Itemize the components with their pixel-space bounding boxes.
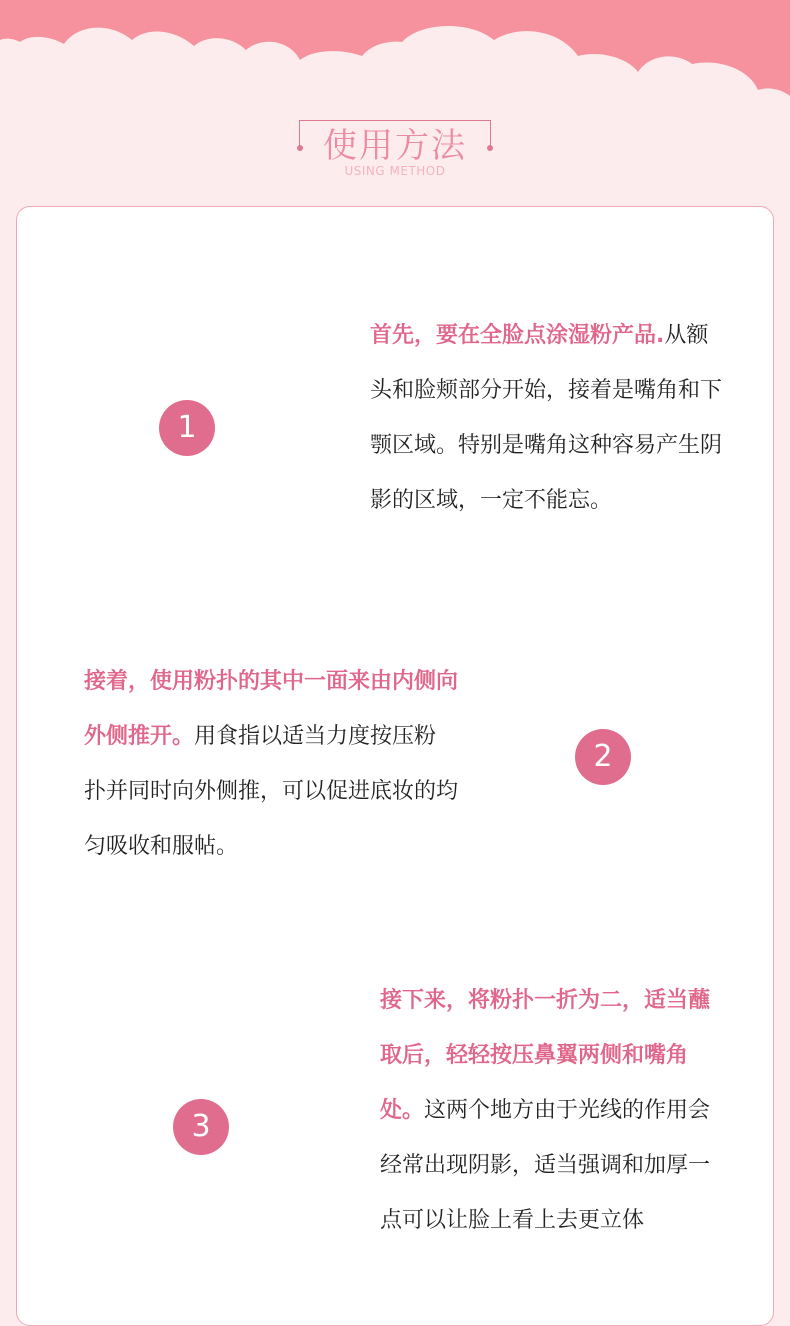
step-2-text [84, 654, 458, 874]
section-title [0, 118, 790, 188]
step-2-highlight: 接着，使用粉扑的其中一面来由内侧向外侧推开。 [84, 669, 459, 749]
step-3-number: 3 [173, 1099, 229, 1155]
cloud-banner [0, 0, 790, 110]
step-2-number: 2 [575, 729, 631, 785]
step-1-body: 从额头和脸颊部分开始，接着是嘴角和下颚区域。特别是嘴角这种容易产生阴影的区域，一定不能忘。 [370, 323, 723, 513]
step-1-highlight: 首先，要在全脸点涂湿粉产品. [370, 323, 665, 348]
step-3-highlight: 接下来，将粉扑一折为二，适当蘸取后，轻轻按压鼻翼两侧和嘴角处。 [380, 988, 711, 1123]
step-1-text [370, 308, 722, 528]
page-subtitle: USING METHOD [344, 164, 446, 178]
step-3-text [380, 973, 718, 1248]
step-2-body: 用食指以适当力度按压粉扑并同时向外侧推，可以促进底妆的均匀吸收和服帖。 [84, 724, 459, 859]
step-1-number: 1 [159, 400, 215, 456]
step-3-body: 这两个地方由于光线的作用会经常出现阴影，适当强调和加厚一点可以让脸上看上去更立体 [380, 1098, 711, 1233]
page-title: 使用方法 [0, 126, 790, 166]
